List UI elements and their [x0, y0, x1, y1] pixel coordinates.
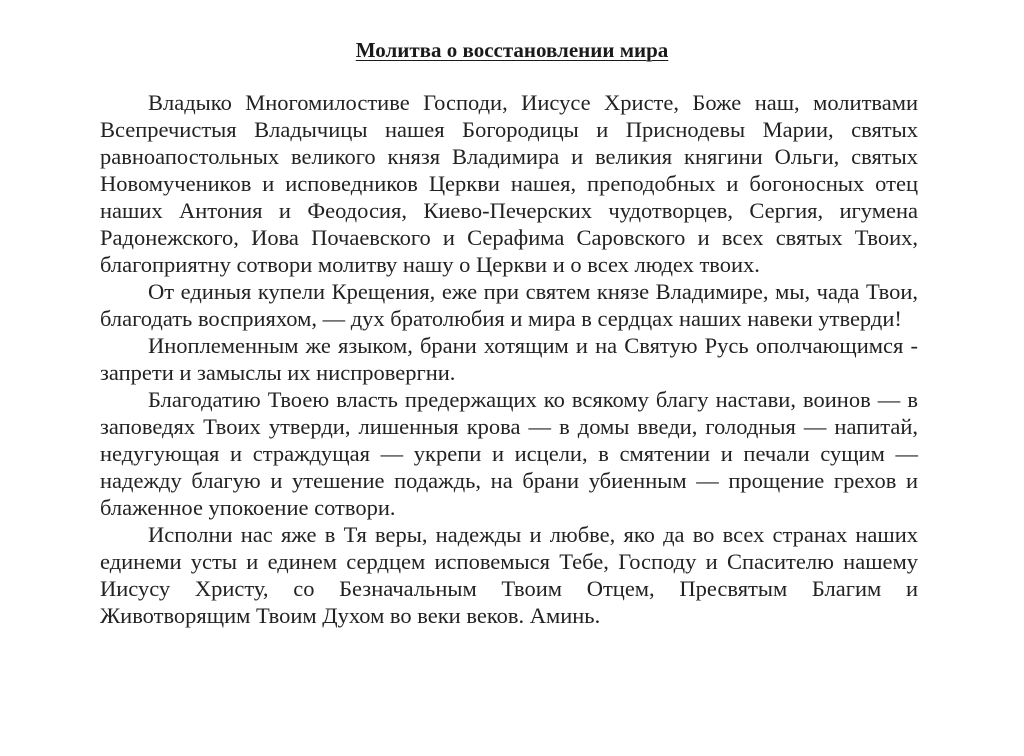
paragraph-2: От единыя купели Крещения, еже при святем князе Владимире, мы, чада Твои, благодать восприяхом, — дух братолюбия и мира в сердцах наших навеки утверди! — [100, 279, 918, 331]
paragraph-3: Иноплеменным же языком, брани хотящим и на Святую Русь ополчающимся - запрети и замыслы их ниспровергни. — [100, 333, 918, 385]
paragraph-1: Владыко Многомилостиве Господи, Иисусе Христе, Боже наш, молитвами Всепречистыя Владычицы нашея Богородицы и Приснодевы Марии, святых равноапостольных великого князя Владимира и великия княгини Ольги, святых Новомучеников и исповедников Церкви нашея, преподобных и богоносных отец наших Антония и Феодосия, Киево-Печерских чудотворцев, Сергия, игумена Радонежского, Иова Почаевского и Серафима Саровского и всех святых Твоих, благоприятну сотвори молитву нашу о Церкви и о всех людех твоих. — [100, 90, 918, 277]
paragraph-4: Благодатию Твоею власть предержащих ко всякому благу настави, воинов — в заповедях Твоих утверди, лишенныя крова — в домы введи, голодныя — напитай, недугующая и страждущая — укрепи и исцели, в смятении и печали сущим — надежду благую и утешение подаждь, на брани убиенным — прощение грехов и блаженное упокоение сотвори. — [100, 387, 918, 520]
page-title — [0, 38, 1024, 62]
paragraph-5: Исполни нас яже в Тя веры, надежды и любве, яко да во всех странах наших единеми усты и единем сердцем исповемыся Тебе, Господу и Спасителю нашему Иисусу Христу, со Безначальным Твоим Отцем, Пресвятым Благим и Животворящим Твоим Духом во веки веков. Аминь. — [100, 522, 918, 628]
page-title-text: Молитва о восстановлении мира — [355, 38, 669, 62]
prayer-body — [100, 89, 918, 629]
